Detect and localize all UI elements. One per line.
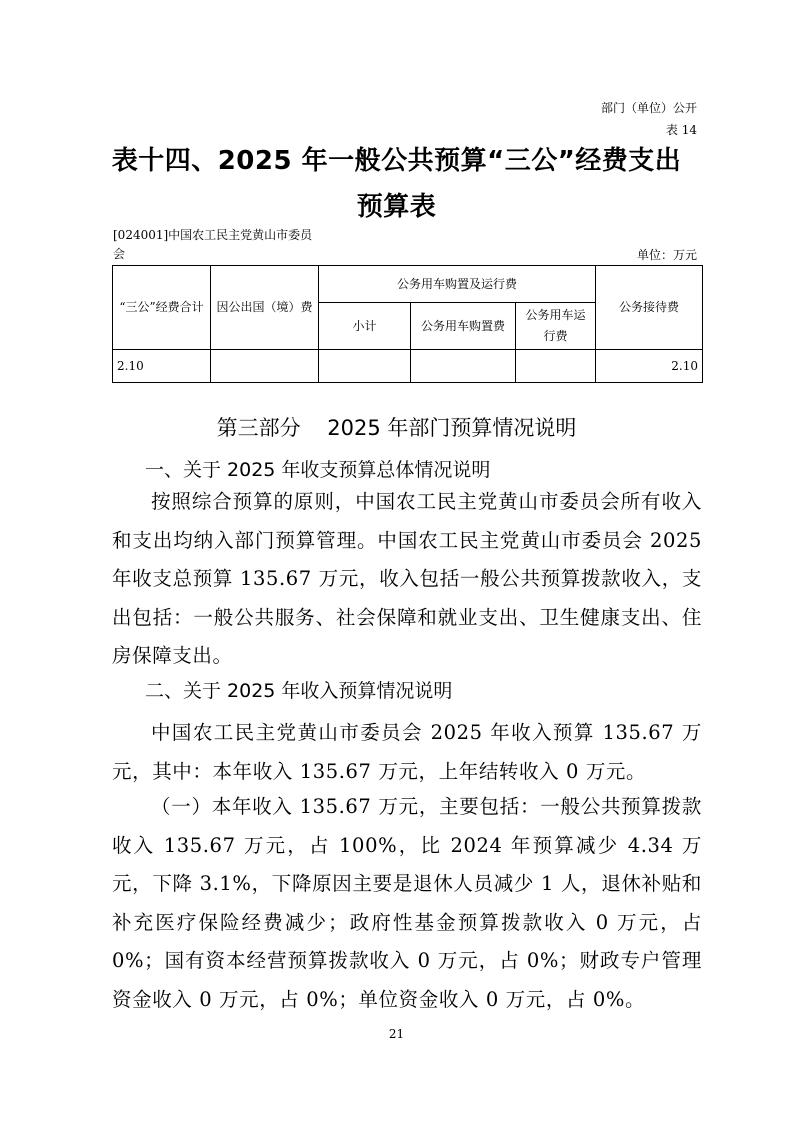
heading-income-budget: 二、关于 2025 年收入预算情况说明 [145,680,453,702]
three-public-expenses-table [112,265,703,383]
cell-reception: 2.10 [596,350,703,383]
paragraph-current-year-income: （一）本年收入 135.67 万元，主要包括：一般公共预算拨款收入 135.67 万元，占 100%，比 2024 年预算减少 4.34 万元，下降 3.1%，下降原因主要是退休人员减少 1 人，退休补贴和补充医疗保险经费减少；政府性基金预算拨款收入 0 万元，占 0%；国有资本经营预算拨款收入 0 万元，占 0%；财政专户管理资金收入 0 万元，占 0%；单位资金收入 0 万元，占 0%。 [112,795,702,1011]
cell-subtotal [319,350,411,383]
page-title-line-1: 表十四、2025 年一般公共预算“三公”经费支出 [111,146,682,176]
paragraph-overall-budget: 按照综合预算的原则，中国农工民主党黄山市委员会所有收入和支出均纳入部门预算管理。中国农工民主党黄山市委员会 2025 年收支总预算 135.67 万元，收入包括一般公共预算拨款收入，支出包括：一般公共服务、社会保障和就业支出、卫生健康支出、住房保障支出。 [112,490,702,667]
section-title: 第三部分 2025 年部门预算情况说明 [216,416,577,440]
col-header-vehicle-group: 公务用车购置及运行费 [319,266,596,303]
col-header-total: “三公”经费合计 [113,266,211,350]
col-header-reception: 公务接待费 [596,266,703,350]
col-header-abroad: 因公出国（境）费 [211,266,319,350]
cell-total: 2.10 [113,350,211,383]
col-header-subtotal: 小计 [319,303,411,350]
unit-name: [024001]中国农工民主党黄山市委员会 [113,228,313,261]
table-row [113,350,703,383]
col-header-vehicle-purchase: 公务用车购置费 [411,303,516,350]
cell-vehicle-operation [516,350,596,383]
paragraph-income-budget: 中国农工民主党黄山市委员会 2025 年收入预算 135.67 万元，其中：本年收入 135.67 万元，上年结转收入 0 万元。 [112,721,702,783]
page-number: 21 [388,1027,405,1041]
page-title-line-2: 预算表 [356,192,437,222]
unit-label: 单位：万元 [636,248,697,262]
cell-vehicle-purchase [411,350,516,383]
dept-public-label: 部门（单位）公开 [600,101,697,115]
col-header-vehicle-operation: 公务用车运行费 [516,303,596,350]
heading-overall-budget: 一、关于 2025 年收支预算总体情况说明 [145,459,491,481]
table-number: 表 14 [665,123,697,137]
table-header-row-1 [113,266,703,303]
cell-abroad [211,350,319,383]
